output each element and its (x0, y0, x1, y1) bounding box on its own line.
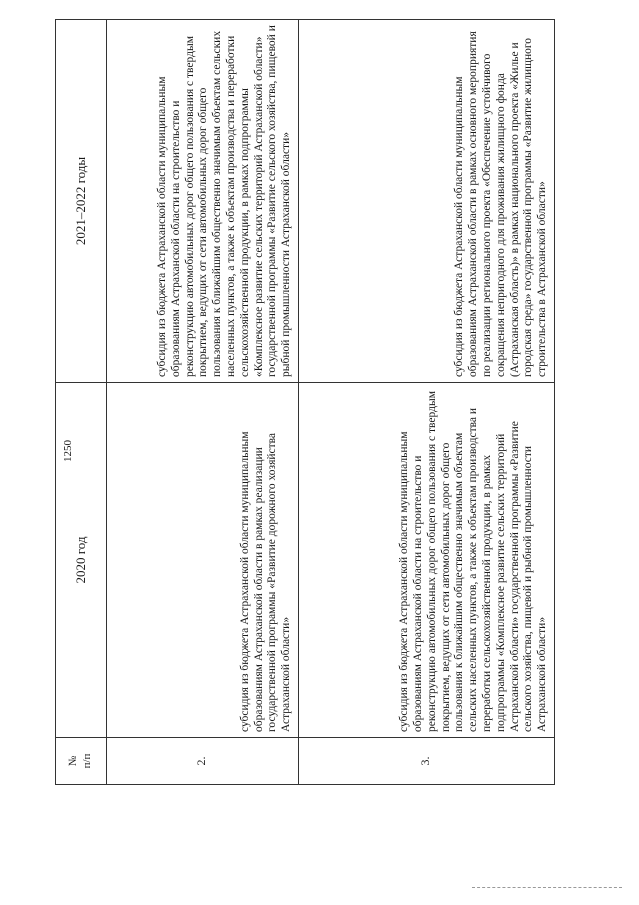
header-number (56, 738, 107, 785)
header-number-abbr: п/п (81, 753, 93, 769)
row-number: 2. (107, 738, 299, 785)
table-row (299, 20, 555, 785)
header-2020: 2020 год (56, 383, 107, 738)
header-number-sign: № (67, 755, 80, 767)
table-row (107, 20, 299, 785)
row-2020-text: субсидия из бюджета Астраханской области муниципальным образованиям Астраханской области на строительство и реконструкцию автомобильных дорог общего пользования с твердым покрытием, ведущих от сети автомобильных дорог общего пользования к ближайшим общественно значимым объектам сельских населенных пунктов, а также к объектам производства и переработки сельскохозяйственной продукции, в рамках подпрограммы «Комплексное развитие сельских территорий Астраханской области» государственной программы «Развитие сельского хозяйства, пищевой и рыбной промышленности Астраханской области» (299, 383, 555, 738)
row-2020-text: субсидия из бюджета Астраханской области муниципальным образованиям Астраханской области в рамках реализации государственной программы «Развитие дорожного хозяйства Астраханской области» (107, 383, 299, 738)
table-header-row (56, 20, 107, 785)
footer-rule (472, 887, 622, 888)
row-number: 3. (299, 738, 555, 785)
rotated-table-container (55, 20, 555, 785)
header-2021-2022: 2021–2022 годы (56, 20, 107, 383)
table-frame (55, 20, 555, 785)
row-2021-2022-text: субсидия из бюджета Астраханской области муниципальным образованиям Астраханской области в рамках основного мероприятия по реализации регионального проекта «Обеспечение устойчивого сокращения непригодного для проживания жилищного фонда (Астраханская область)» в рамках национального проекта «Жилье и городская среда» государственной программы «Развитие жилищного строительства в Астраханской области» (299, 20, 555, 383)
row-2021-2022-text: субсидия из бюджета Астраханской области муниципальным образованиям Астраханской области на строительство и реконструкцию автомобильных дорог общего пользования с твердым покрытием, ведущих от сети автомобильных дорог общего пользования к ближайшим общественно значимым объектам сельских населенных пунктов, а также к объектам производства и переработки сельскохозяйственной продукции, в рамках подпрограммы «Комплексное развитие сельских территорий Астраханской области» государственной программы «Развитие сельского хозяйства, пищевой и рыбной промышленности Астраханской области» (107, 20, 299, 383)
subsidy-table (55, 19, 555, 785)
page-number: 1250 (62, 440, 74, 462)
